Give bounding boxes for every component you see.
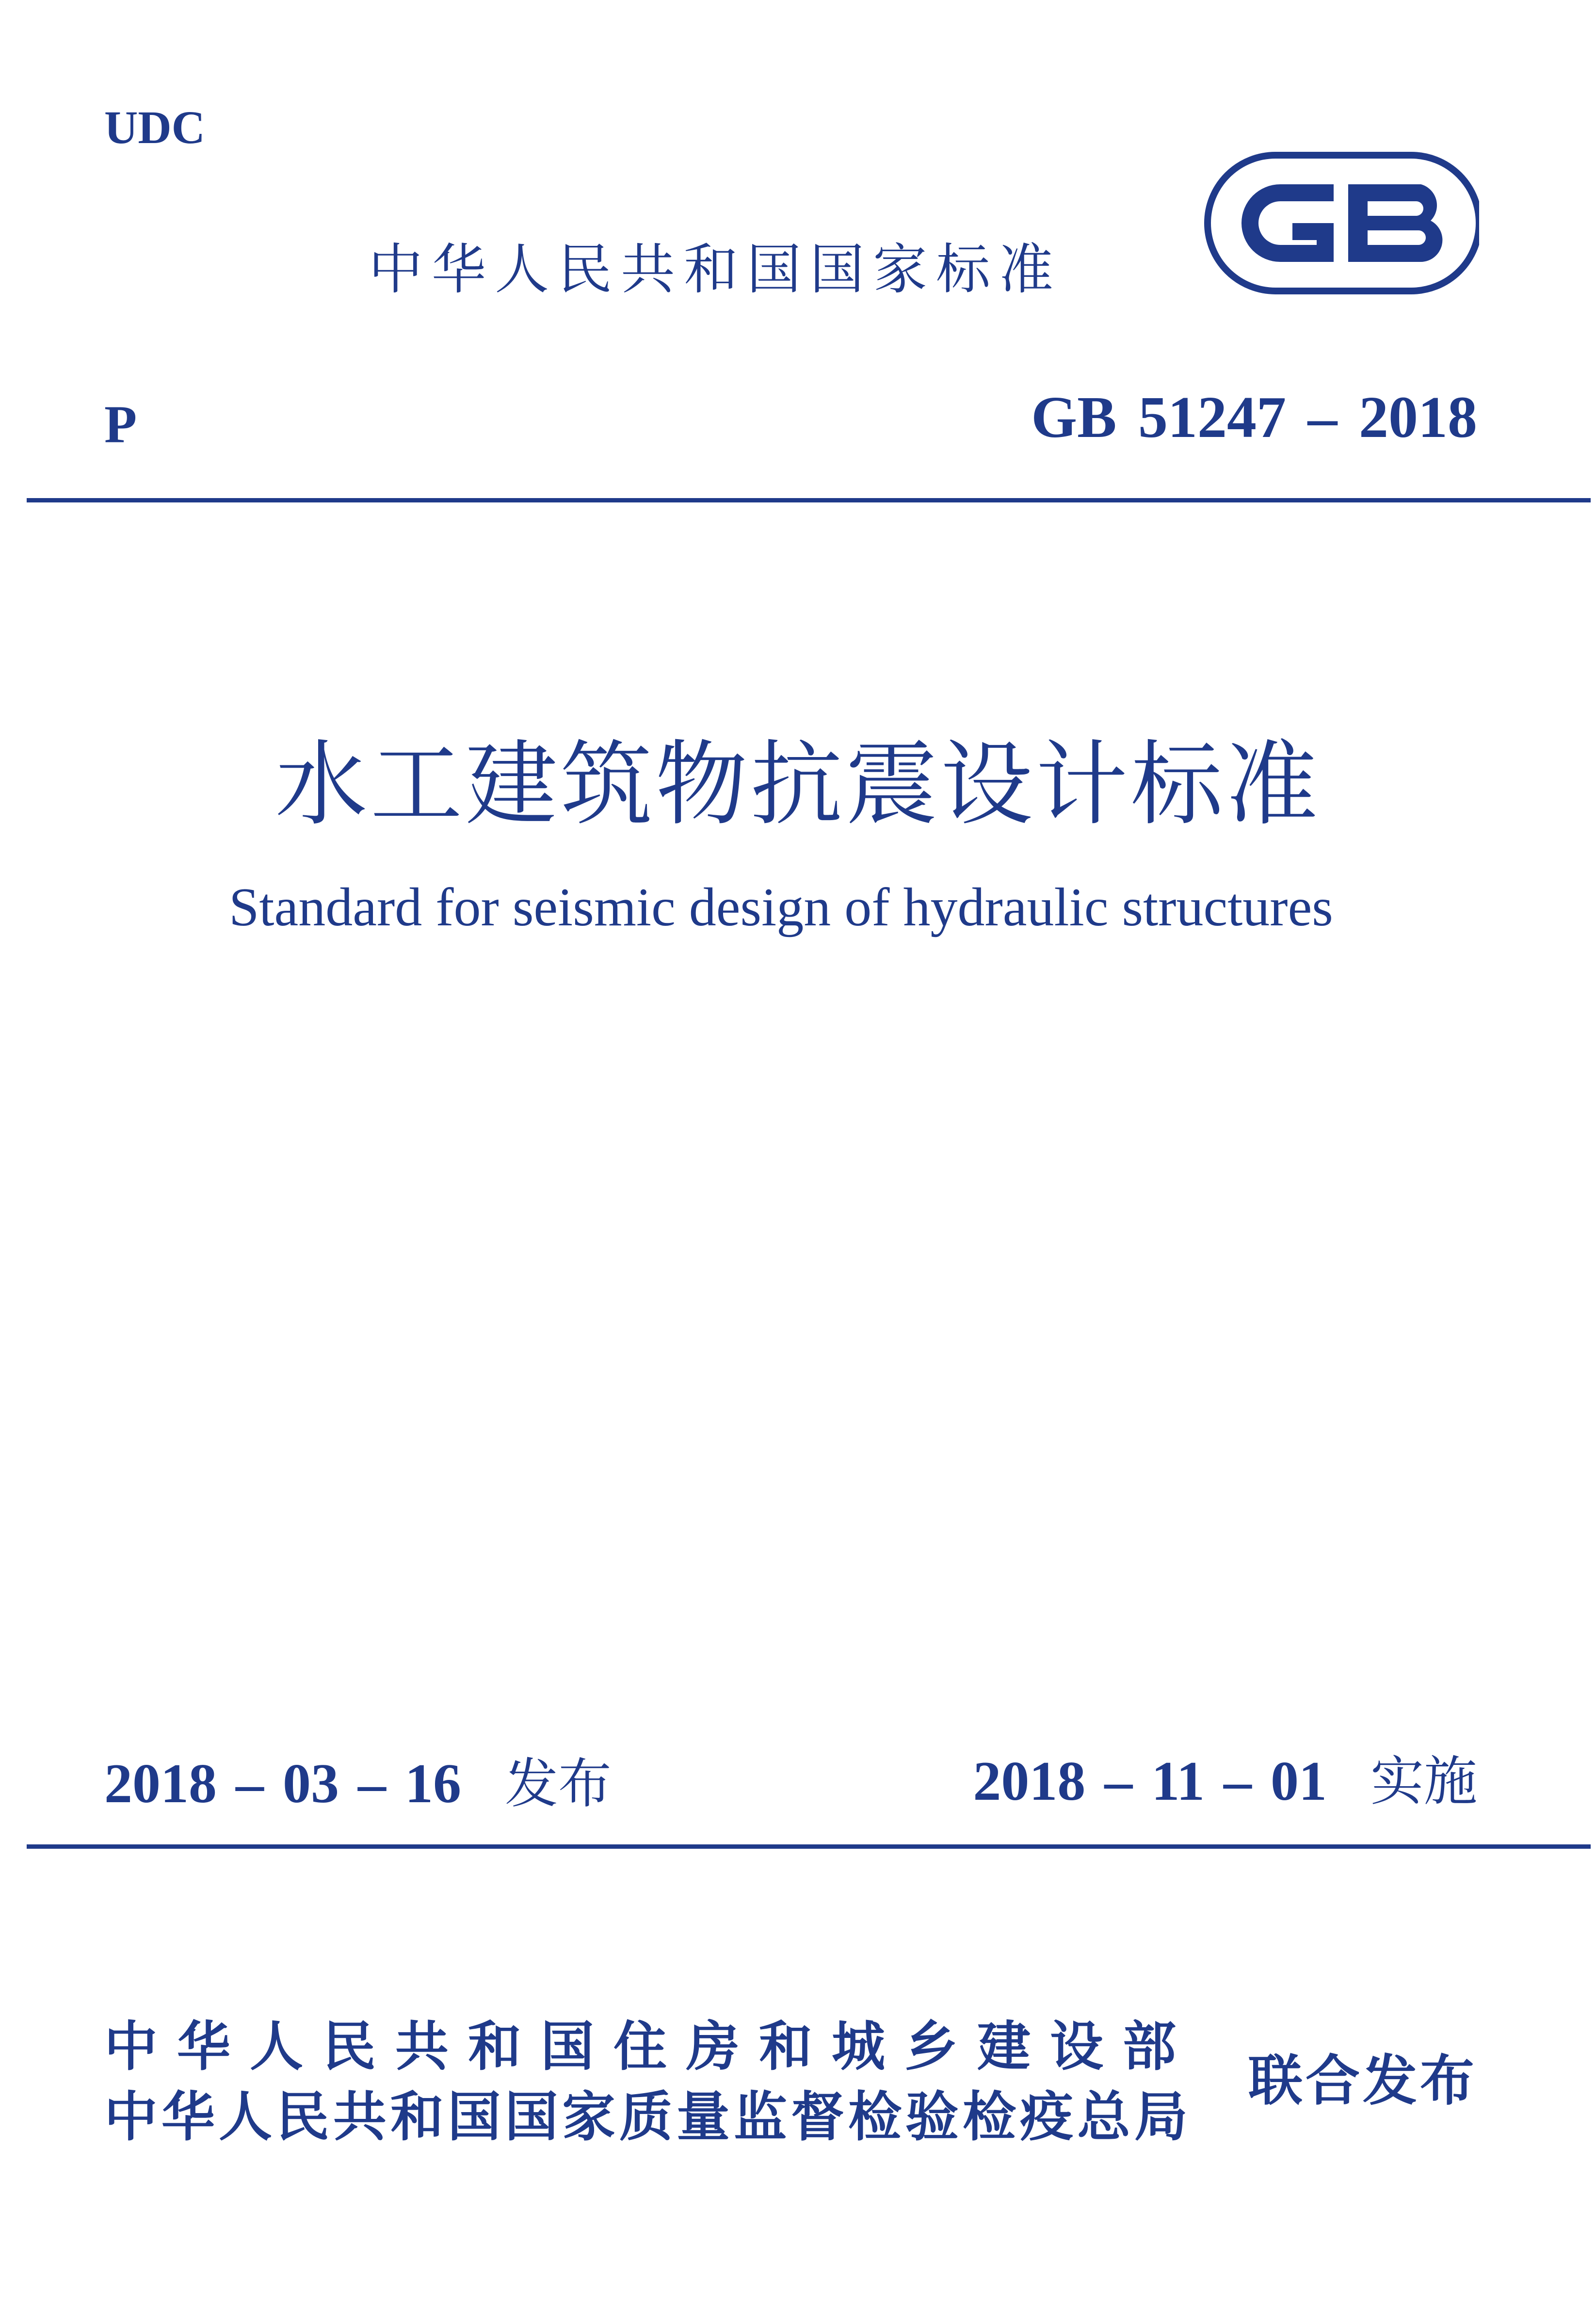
effective-label: 实施 [1370,1750,1477,1812]
issue-date: 2018 – 03 – 16 [104,1753,461,1815]
national-standard-label: 中华人民共和国国家标准 [369,238,1062,301]
issuer-aqsiq: 中华人民共和国国家质量监督检验检疫总局 [104,2086,1192,2148]
joint-release-label: 联合发布 [1248,2050,1477,2113]
issuer-ministry: 中华人民共和国住房和城乡建设部 [104,2016,1195,2078]
title-english: Standard for seismic design of hydraulic structures [229,877,1333,937]
title-chinese: 水工建筑物抗震设计标准 [275,735,1321,837]
bottom-divider [27,1844,1591,1849]
issue-date-line [104,1753,612,1815]
issue-label: 发布 [505,1753,612,1815]
top-divider [27,498,1591,502]
effective-date-line [973,1750,1477,1812]
classification-code: P [104,395,137,454]
gb-logo-icon [1203,150,1479,296]
udc-label: UDC [104,101,205,153]
standard-number: GB 51247 – 2018 [1031,385,1477,450]
effective-date: 2018 – 11 – 01 [973,1750,1327,1812]
